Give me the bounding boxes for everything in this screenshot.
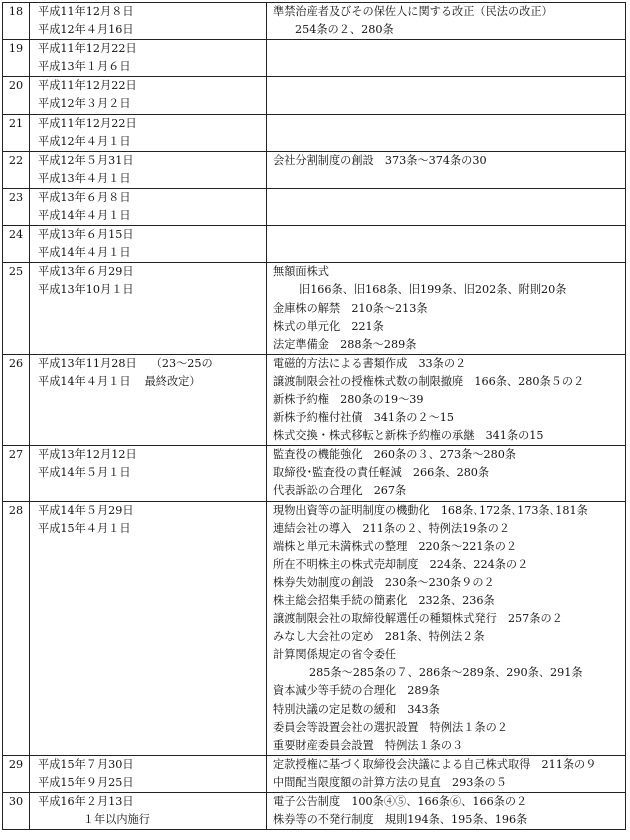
promulgation-date-line (38, 502, 266, 520)
amendment-number: 21 (3, 114, 30, 151)
table-row (3, 226, 626, 263)
enforcement-date-line (38, 811, 266, 829)
amendment-dates (30, 188, 267, 225)
promulgation-date: 平成13年12月12日 (38, 448, 137, 462)
content-line: 監査役の機能強化 260条の３、273条～280条 (273, 448, 517, 462)
amendment-number: 28 (3, 501, 30, 755)
content-line: 代表訴訟の合理化 267条 (273, 484, 407, 498)
amendment-content (267, 446, 626, 501)
content-line: 計算関係規定の省令委任 (273, 648, 397, 662)
amendment-dates (30, 755, 267, 792)
enforcement-date-line (38, 170, 266, 188)
promulgation-date-line (38, 446, 266, 464)
amendment-number: 20 (3, 77, 30, 114)
content-line: みなし大会社の定め 281条、特例法２条 (273, 630, 485, 644)
promulgation-date: 平成16年２月13日 (38, 795, 134, 809)
content-line: 254条の２、280条 (295, 23, 394, 37)
enforcement-date-line (38, 373, 266, 391)
enforcement-date-line (38, 244, 266, 262)
amendment-number: 24 (3, 226, 30, 263)
table-body (3, 3, 626, 830)
amendment-number: 18 (3, 3, 30, 40)
promulgation-date: 平成13年６月15日 (38, 228, 134, 242)
enforcement-date-line (38, 21, 266, 39)
table-row (3, 501, 626, 755)
table-row (3, 354, 626, 445)
table-row (3, 3, 626, 40)
amendment-number: 22 (3, 151, 30, 188)
content-line: 所在不明株主の株式売却制度 224条、224条の２ (273, 557, 529, 571)
content-line: 準禁治産者及びその保佐人に関する改正（民法の改正） (273, 5, 553, 18)
amendment-content (267, 151, 626, 188)
enforcement-date: 平成13年10月１日 (38, 283, 134, 297)
content-line: 金庫株の解禁 210条～213条 (273, 301, 428, 315)
promulgation-date-line (38, 756, 266, 774)
table-row (3, 114, 626, 151)
promulgation-date-line (38, 263, 266, 281)
amendment-dates (30, 354, 267, 445)
enforcement-date-line (38, 133, 266, 151)
content-line: 新株予約権 280条の19～39 (273, 392, 424, 406)
amendment-content (267, 3, 626, 40)
amendment-content (267, 501, 626, 755)
content-line: 重要財産委員会設置 特例法１条の３ (273, 738, 464, 752)
enforcement-date: 平成12年４月16日 (38, 23, 134, 37)
amendment-number: 25 (3, 263, 30, 354)
amendment-dates (30, 77, 267, 114)
amendment-content (267, 188, 626, 225)
amendment-number: 19 (3, 40, 30, 77)
content-line: 法定準備金 288条～289条 (273, 337, 417, 351)
promulgation-date: 平成12年５月31日 (38, 153, 134, 167)
table-row (3, 793, 626, 830)
enforcement-date: 平成12年３月２日 (38, 97, 131, 111)
promulgation-date: 平成11年12月８日 (38, 5, 134, 18)
content-line: 資本減少等手続の合理化 289条 (273, 684, 440, 698)
promulgation-date-line (38, 226, 266, 244)
amendment-number: 23 (3, 188, 30, 225)
table-row (3, 188, 626, 225)
content-line: 株主総会招集手続の簡素化 232条、236条 (273, 594, 495, 607)
content-line: 譲渡制限会社の授権株式数の制限撤廃 166条、280条５の２ (273, 374, 585, 388)
promulgation-date-line (38, 152, 266, 170)
amendment-dates (30, 446, 267, 501)
promulgation-date: 平成14年５月29日 (38, 503, 134, 517)
promulgation-date: 平成13年11月28日 (38, 356, 137, 370)
enforcement-date-line (38, 774, 266, 792)
content-line: 株券失効制度の創設 230条～230条９の２ (273, 575, 495, 589)
enforcement-date-line (38, 520, 266, 538)
amendment-number: 30 (3, 793, 30, 830)
promulgation-date-line (38, 189, 266, 207)
enforcement-date: 平成15年４月１日 (38, 521, 131, 535)
amendment-content (267, 40, 626, 77)
enforcement-date: 平成13年１月６日 (38, 60, 131, 74)
enforcement-date: 平成15年９月25日 (38, 775, 134, 789)
enforcement-date-line (38, 281, 266, 299)
date-note: 最終改定） (144, 374, 201, 388)
promulgation-date: 平成13年６月８日 (38, 190, 131, 204)
content-line: 電磁的方法による書類作成 33条の２ (273, 356, 467, 370)
content-line: 中間配当限度額の計算方法の見直 293条の５ (273, 775, 507, 789)
content-line: 会社分割制度の創設 373条～374条の30 (273, 153, 487, 167)
table-row (3, 446, 626, 501)
amendment-content (267, 263, 626, 354)
amendment-content (267, 226, 626, 263)
content-line: 特別決議の定足数の緩和 343条 (273, 702, 440, 716)
content-line: 連結会社の導入 211条の２、特例法19条の２ (273, 521, 510, 535)
amendment-dates (30, 40, 267, 77)
amendment-dates (30, 263, 267, 354)
amendment-content (267, 755, 626, 792)
content-line: 端株と単元未満株式の整理 220条～221条の２ (273, 539, 518, 553)
amendment-dates (30, 793, 267, 830)
content-line: 285条～285条の７、286条～289条、290条、291条 (309, 666, 583, 680)
amendment-dates (30, 114, 267, 151)
amendment-number: 29 (3, 755, 30, 792)
enforcement-date-line (38, 464, 266, 482)
content-line: 株券等の不発行制度 規則194条、195条、196条 (273, 813, 528, 827)
promulgation-date-line (38, 115, 266, 133)
table-row (3, 263, 626, 354)
content-line: 無額面株式 (273, 265, 329, 279)
amendment-dates (30, 226, 267, 263)
content-line: 定款授権に基づく取締役会決議による自己株式取得 211条の９ (273, 757, 597, 771)
amendment-history-table (2, 2, 626, 830)
table-row (3, 755, 626, 792)
table-row (3, 151, 626, 188)
promulgation-date: 平成15年７月30日 (38, 757, 134, 771)
amendment-content (267, 77, 626, 114)
content-line: 旧166条、旧168条、旧199条、旧202条、附則20条 (299, 283, 567, 297)
content-line: 電子公告制度 100条④⑤、166条⑥、166条の２ (273, 795, 528, 809)
enforcement-date: 平成14年４月１日 (38, 209, 131, 223)
amendment-dates (30, 151, 267, 188)
promulgation-date: 平成11年12月22日 (38, 79, 137, 93)
amendment-content (267, 793, 626, 830)
promulgation-date-line (38, 793, 266, 811)
enforcement-date: 平成12年４月１日 (38, 134, 131, 148)
enforcement-date: 平成13年４月１日 (38, 171, 131, 185)
content-line: 委員会等設置会社の選択設置 特例法１条の２ (273, 720, 508, 734)
enforcement-date: 平成14年４月１日 (38, 246, 131, 260)
promulgation-date-line (38, 3, 266, 21)
amendment-content (267, 114, 626, 151)
amendment-number: 27 (3, 446, 30, 501)
amendment-dates (30, 501, 267, 755)
promulgation-date-line (38, 355, 266, 373)
content-line: 株式の単元化 221条 (273, 319, 384, 333)
amendment-number: 26 (3, 354, 30, 445)
promulgation-date-line (38, 40, 266, 58)
promulgation-date: 平成11年12月22日 (38, 116, 137, 130)
content-line: 取締役･監査役の責任軽減 266条、280条 (273, 466, 490, 480)
content-line: 株式交換・株式移転と新株予約権の承継 341条の15 (273, 429, 544, 443)
enforcement-date-line (38, 207, 266, 225)
enforcement-date-line (38, 58, 266, 76)
promulgation-date: 平成13年６月29日 (38, 265, 134, 279)
content-line: 新株予約権付社債 341条の２～15 (273, 411, 455, 425)
table-row (3, 40, 626, 77)
amendment-dates (30, 3, 267, 40)
content-line: 譲渡制限会社の取締役解選任の種類株式発行 257条の２ (273, 612, 563, 626)
enforcement-date: １年以内施行 (38, 813, 150, 827)
content-line: 現物出資等の証明制度の機動化 168条､172条､173条､181条 (273, 503, 588, 517)
date-note: （23～25の (150, 356, 213, 370)
amendment-content (267, 354, 626, 445)
enforcement-date: 平成14年５月１日 (38, 466, 131, 480)
promulgation-date-line (38, 77, 266, 95)
promulgation-date: 平成11年12月22日 (38, 42, 137, 56)
enforcement-date-line (38, 95, 266, 113)
table-row (3, 77, 626, 114)
enforcement-date: 平成14年４月１日 (38, 374, 131, 388)
